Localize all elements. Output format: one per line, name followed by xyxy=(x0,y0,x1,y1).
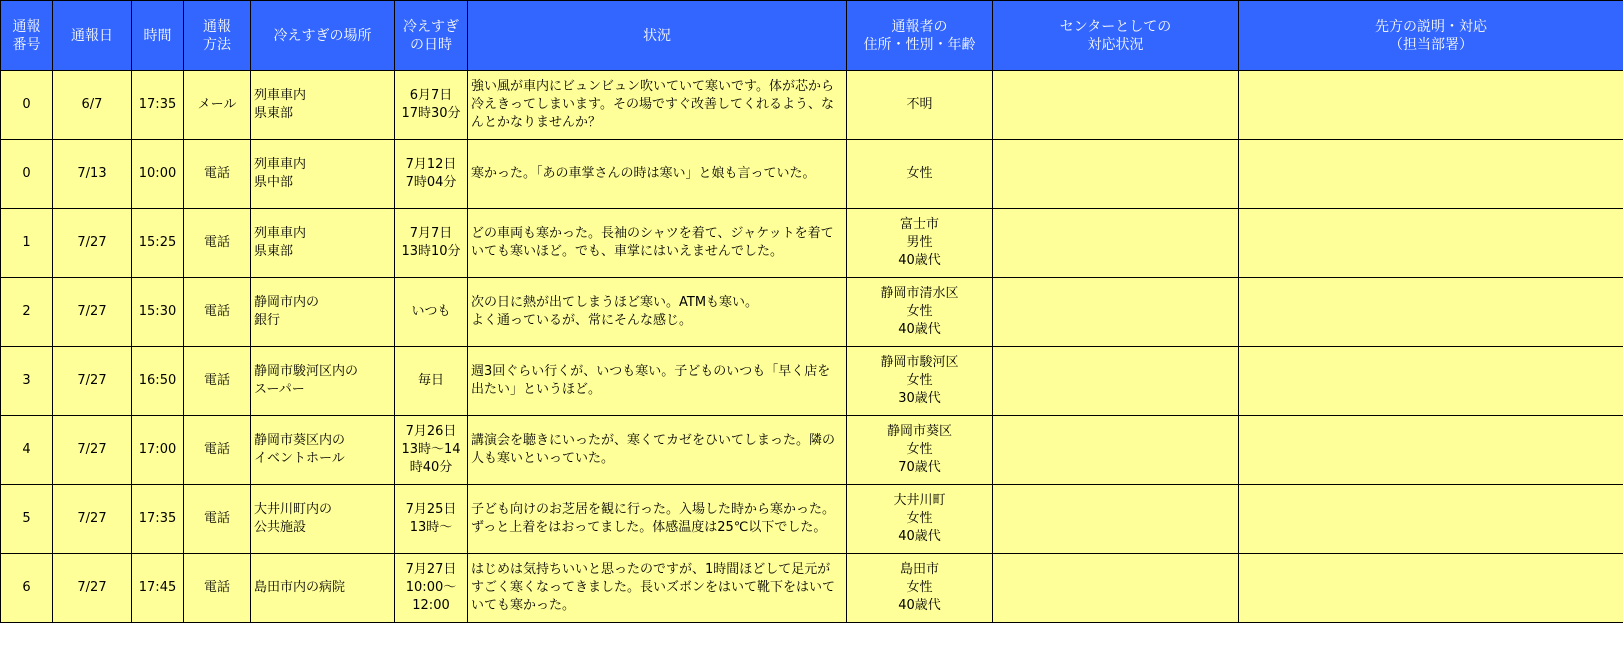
cell-no[interactable]: 5 xyxy=(1,485,53,554)
cell-situation[interactable]: 寒かった。「あの車掌さんの時は寒い」と娘も言っていた。 xyxy=(468,140,847,209)
header-row xyxy=(1,1,1623,71)
cell-place[interactable]: 静岡市駿河区内の スーパー xyxy=(251,347,395,416)
cell-date[interactable]: 7/27 xyxy=(53,416,132,485)
cell-no[interactable]: 3 xyxy=(1,347,53,416)
cell-place[interactable]: 静岡市葵区内の イベントホール xyxy=(251,416,395,485)
cell-no[interactable]: 0 xyxy=(1,140,53,209)
cell-time[interactable]: 17:00 xyxy=(132,416,184,485)
cell-time[interactable]: 16:50 xyxy=(132,347,184,416)
cell-date[interactable]: 7/27 xyxy=(53,209,132,278)
cell-center[interactable] xyxy=(993,485,1239,554)
cell-date[interactable]: 7/13 xyxy=(53,140,132,209)
cell-no[interactable]: 2 xyxy=(1,278,53,347)
cell-no[interactable]: 6 xyxy=(1,554,53,623)
header-situation[interactable]: 状況 xyxy=(468,1,847,71)
cell-response[interactable] xyxy=(1239,416,1623,485)
cell-reporter[interactable]: 静岡市駿河区 女性 30歳代 xyxy=(847,347,993,416)
cell-response[interactable] xyxy=(1239,485,1623,554)
cell-situation[interactable]: 子ども向けのお芝居を観に行った。入場した時から寒かった。ずっと上着をはおってました。体感温度は25℃以下でした。 xyxy=(468,485,847,554)
cell-place[interactable]: 島田市内の病院 xyxy=(251,554,395,623)
header-reporter[interactable]: 通報者の 住所・性別・年齢 xyxy=(847,1,993,71)
cell-place[interactable]: 列車車内 県東部 xyxy=(251,71,395,140)
cell-center[interactable] xyxy=(993,71,1239,140)
cell-time[interactable]: 15:30 xyxy=(132,278,184,347)
cell-method[interactable]: 電話 xyxy=(184,140,251,209)
cell-method[interactable]: 電話 xyxy=(184,554,251,623)
cell-date[interactable]: 7/27 xyxy=(53,485,132,554)
cell-reporter[interactable]: 島田市 女性 40歳代 xyxy=(847,554,993,623)
cell-response[interactable] xyxy=(1239,140,1623,209)
cell-time[interactable]: 10:00 xyxy=(132,140,184,209)
cell-center[interactable] xyxy=(993,278,1239,347)
header-no[interactable]: 通報 番号 xyxy=(1,1,53,71)
cell-place[interactable]: 大井川町内の 公共施設 xyxy=(251,485,395,554)
cell-place[interactable]: 列車車内 県東部 xyxy=(251,209,395,278)
cell-when[interactable]: 7月26日 13時～14 時40分 xyxy=(395,416,468,485)
header-response[interactable]: 先方の説明・対応 （担当部署） xyxy=(1239,1,1623,71)
cell-when[interactable]: いつも xyxy=(395,278,468,347)
cell-place[interactable]: 列車車内 県中部 xyxy=(251,140,395,209)
header-when[interactable]: 冷えすぎ の日時 xyxy=(395,1,468,71)
cell-method[interactable]: 電話 xyxy=(184,278,251,347)
cell-time[interactable]: 17:35 xyxy=(132,485,184,554)
cell-situation[interactable]: どの車両も寒かった。長袖のシャツを着て、ジャケットを着ていても寒いほど。でも、車掌にはいえませんでした。 xyxy=(468,209,847,278)
table-row xyxy=(1,485,1623,554)
cell-reporter[interactable]: 静岡市葵区 女性 70歳代 xyxy=(847,416,993,485)
cell-when[interactable]: 7月7日 13時10分 xyxy=(395,209,468,278)
table-row xyxy=(1,347,1623,416)
cell-situation[interactable]: 週3回ぐらい行くが、いつも寒い。子どものいつも「早く店を出たい」というほど。 xyxy=(468,347,847,416)
cell-response[interactable] xyxy=(1239,278,1623,347)
cell-method[interactable]: 電話 xyxy=(184,209,251,278)
table-row xyxy=(1,554,1623,623)
cell-no[interactable]: 1 xyxy=(1,209,53,278)
cell-reporter[interactable]: 大井川町 女性 40歳代 xyxy=(847,485,993,554)
cell-time[interactable]: 15:25 xyxy=(132,209,184,278)
cell-method[interactable]: 電話 xyxy=(184,347,251,416)
header-method[interactable]: 通報 方法 xyxy=(184,1,251,71)
cell-no[interactable]: 4 xyxy=(1,416,53,485)
cell-situation[interactable]: はじめは気持ちいいと思ったのですが、1時間ほどして足元がすごく寒くなってきました。長いズボンをはいて靴下をはいていても寒かった。 xyxy=(468,554,847,623)
cell-time[interactable]: 17:45 xyxy=(132,554,184,623)
cell-situation[interactable]: 次の日に熱が出てしまうほど寒い。ATMも寒い。 よく通っているが、常にそんな感じ。 xyxy=(468,278,847,347)
table-row xyxy=(1,278,1623,347)
header-place[interactable]: 冷えすぎの場所 xyxy=(251,1,395,71)
cell-when[interactable]: 7月27日 10:00～ 12:00 xyxy=(395,554,468,623)
header-date[interactable]: 通報日 xyxy=(53,1,132,71)
cell-center[interactable] xyxy=(993,416,1239,485)
table-row xyxy=(1,416,1623,485)
cell-date[interactable]: 7/27 xyxy=(53,278,132,347)
cell-method[interactable]: 電話 xyxy=(184,416,251,485)
cell-center[interactable] xyxy=(993,554,1239,623)
cell-date[interactable]: 6/7 xyxy=(53,71,132,140)
cell-situation[interactable]: 講演会を聴きにいったが、寒くてカゼをひいてしまった。隣の人も寒いといっていた。 xyxy=(468,416,847,485)
cell-center[interactable] xyxy=(993,140,1239,209)
header-center[interactable]: センターとしての 対応状況 xyxy=(993,1,1239,71)
cell-when[interactable]: 7月25日 13時～ xyxy=(395,485,468,554)
cell-center[interactable] xyxy=(993,209,1239,278)
cell-when[interactable]: 7月12日 7時04分 xyxy=(395,140,468,209)
cell-time[interactable]: 17:35 xyxy=(132,71,184,140)
cell-reporter[interactable]: 不明 xyxy=(847,71,993,140)
cell-date[interactable]: 7/27 xyxy=(53,347,132,416)
table-row xyxy=(1,71,1623,140)
cell-date[interactable]: 7/27 xyxy=(53,554,132,623)
cell-center[interactable] xyxy=(993,347,1239,416)
cell-situation[interactable]: 強い風が車内にビュンビュン吹いていて寒いです。体が芯から冷えきってしまいます。その場ですぐ改善してくれるよう、なんとかなりませんか？ xyxy=(468,71,847,140)
cell-when[interactable]: 6月7日 17時30分 xyxy=(395,71,468,140)
cell-when[interactable]: 毎日 xyxy=(395,347,468,416)
cell-response[interactable] xyxy=(1239,554,1623,623)
cell-method[interactable]: 電話 xyxy=(184,485,251,554)
header-time[interactable]: 時間 xyxy=(132,1,184,71)
cell-response[interactable] xyxy=(1239,209,1623,278)
table-row xyxy=(1,209,1623,278)
cell-response[interactable] xyxy=(1239,71,1623,140)
cell-reporter[interactable]: 静岡市清水区 女性 40歳代 xyxy=(847,278,993,347)
cell-method[interactable]: メール xyxy=(184,71,251,140)
table-row xyxy=(1,140,1623,209)
cell-reporter[interactable]: 女性 xyxy=(847,140,993,209)
cell-response[interactable] xyxy=(1239,347,1623,416)
cell-no[interactable]: 0 xyxy=(1,71,53,140)
cell-reporter[interactable]: 富士市 男性 40歳代 xyxy=(847,209,993,278)
cell-place[interactable]: 静岡市内の 銀行 xyxy=(251,278,395,347)
